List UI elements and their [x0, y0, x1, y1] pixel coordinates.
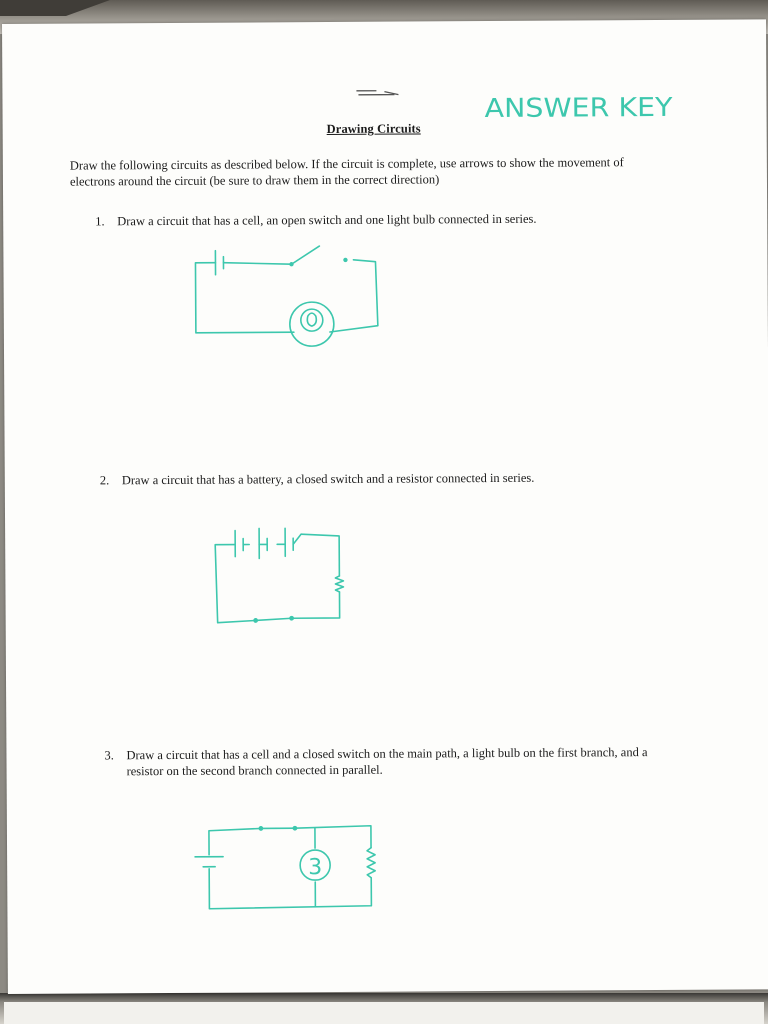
- cell-symbol: [215, 251, 223, 275]
- cell-symbol: [195, 857, 223, 867]
- open-switch-symbol: [223, 246, 347, 267]
- circuit-diagram-2: [205, 520, 356, 631]
- next-page-edge: [4, 1002, 764, 1024]
- question-number: 3.: [104, 748, 114, 763]
- answer-key-label: ANSWER KEY: [484, 93, 657, 125]
- circuit-2-wires: [215, 534, 340, 623]
- question-text: Draw a circuit that has a cell, an open switch and one light bulb connected in series.: [117, 211, 537, 229]
- circuit-diagram-3: [187, 820, 388, 917]
- bulb-label: 3: [308, 855, 323, 881]
- question-number: 2.: [99, 473, 110, 488]
- resistor-symbol: [367, 848, 375, 878]
- light-bulb-symbol: [290, 302, 334, 346]
- pen-mark-scribble: [354, 86, 404, 100]
- question-1: [95, 210, 685, 232]
- circuit-1-wires: [195, 260, 377, 333]
- question-3: [104, 744, 694, 782]
- question-text: Draw a circuit that has a cell and a closed switch on the main path, a light bulb on the first branch, and a resistor on the second branch connected in parallel.: [126, 745, 648, 779]
- resistor-symbol: [335, 576, 343, 592]
- closed-switch-symbol: [253, 616, 294, 623]
- circuit-3-main-path: [209, 826, 371, 909]
- question-text: Draw a circuit that has a battery, a closed switch and a resistor connected in series.: [121, 470, 535, 488]
- question-2: [100, 469, 690, 491]
- closed-switch-symbol: [259, 826, 298, 831]
- instructions-text: Draw the following circuits as described below. If the circuit is complete, use arrows to show the movement of electrons around the circuit (be sure to draw them in the correct direction): [69, 155, 624, 189]
- page-title: Drawing Circuits: [326, 121, 421, 137]
- worksheet-page: [2, 19, 768, 994]
- battery-symbol: [235, 528, 301, 558]
- circuit-diagram-1: [181, 240, 392, 356]
- question-number: 1.: [95, 214, 105, 229]
- answer-key-handwriting: [482, 76, 682, 129]
- light-bulb-symbol: [300, 850, 330, 880]
